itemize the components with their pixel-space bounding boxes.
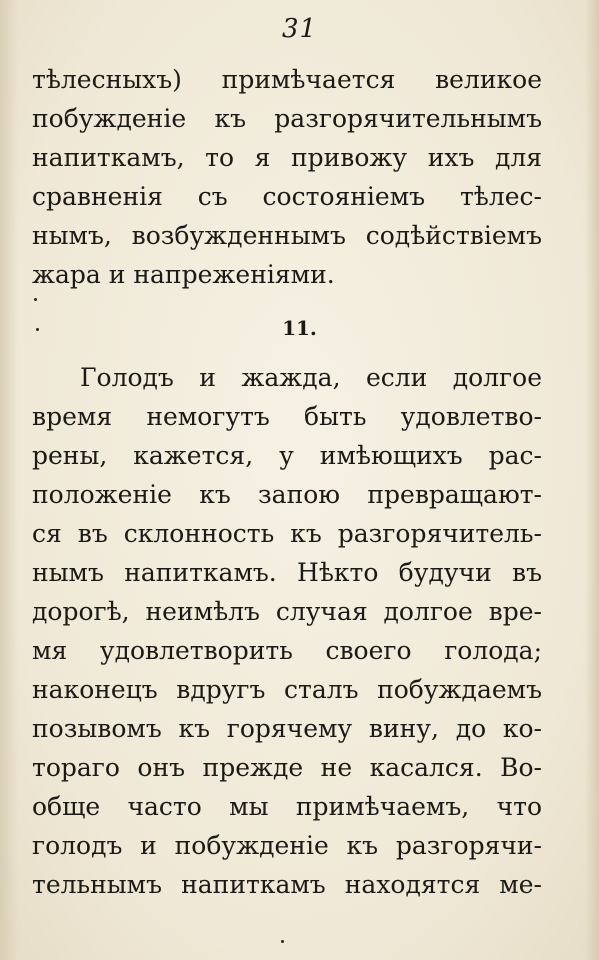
text-line: наконецъ вдругъ сталъ побуждаемъ bbox=[32, 675, 542, 704]
print-speck bbox=[34, 298, 37, 301]
page-number: 31 bbox=[281, 14, 318, 44]
text-line: обще часто мы примѣчаемъ, что bbox=[32, 792, 542, 821]
text-line: нымъ, возбужденнымъ содѣйствіемъ bbox=[32, 221, 542, 250]
text-line: время немогутъ быть удовлетво- bbox=[32, 402, 542, 431]
text-line: тораго онъ прежде не касался. Во- bbox=[32, 753, 542, 782]
text-line: мя удовлетворить своего голода; bbox=[32, 636, 542, 665]
text-line: ся въ склонность къ разгорячитель- bbox=[32, 519, 542, 548]
text-line: тѣлесныхъ) примѣчается великое bbox=[32, 65, 542, 94]
paragraph-continued bbox=[32, 60, 542, 294]
text-line: положеніе къ запою превращают- bbox=[32, 480, 542, 509]
text-line: нымъ напиткамъ. Нѣкто будучи въ bbox=[32, 558, 542, 587]
text-line: напиткамъ, то я привожу ихъ для bbox=[32, 143, 542, 172]
print-speck bbox=[36, 328, 39, 331]
page-edge-shadow-left bbox=[0, 0, 18, 960]
text-line: дорогѣ, неимѣлъ случая долгое вре- bbox=[32, 597, 542, 626]
text-line: голодъ и побужденіе къ разгорячи- bbox=[32, 831, 542, 860]
text-line: Голодъ и жажда, если долгое bbox=[80, 363, 542, 392]
text-line: тельнымъ напиткамъ находятся ме- bbox=[32, 870, 542, 899]
section-number: 11. bbox=[282, 316, 317, 340]
paragraph-section-11 bbox=[32, 358, 542, 904]
text-line: рены, кажется, у имѣющихъ рас- bbox=[32, 441, 542, 470]
text-line: побужденіе къ разгорячительнымъ bbox=[32, 104, 542, 133]
text-line: позывомъ къ горячему вину, до ко- bbox=[32, 714, 542, 743]
print-speck bbox=[281, 940, 284, 943]
text-line: жара и напреженіями. bbox=[32, 260, 335, 289]
text-line: сравненія съ состояніемъ тѣлес- bbox=[32, 182, 542, 211]
page-edge-shadow-right bbox=[585, 0, 599, 960]
